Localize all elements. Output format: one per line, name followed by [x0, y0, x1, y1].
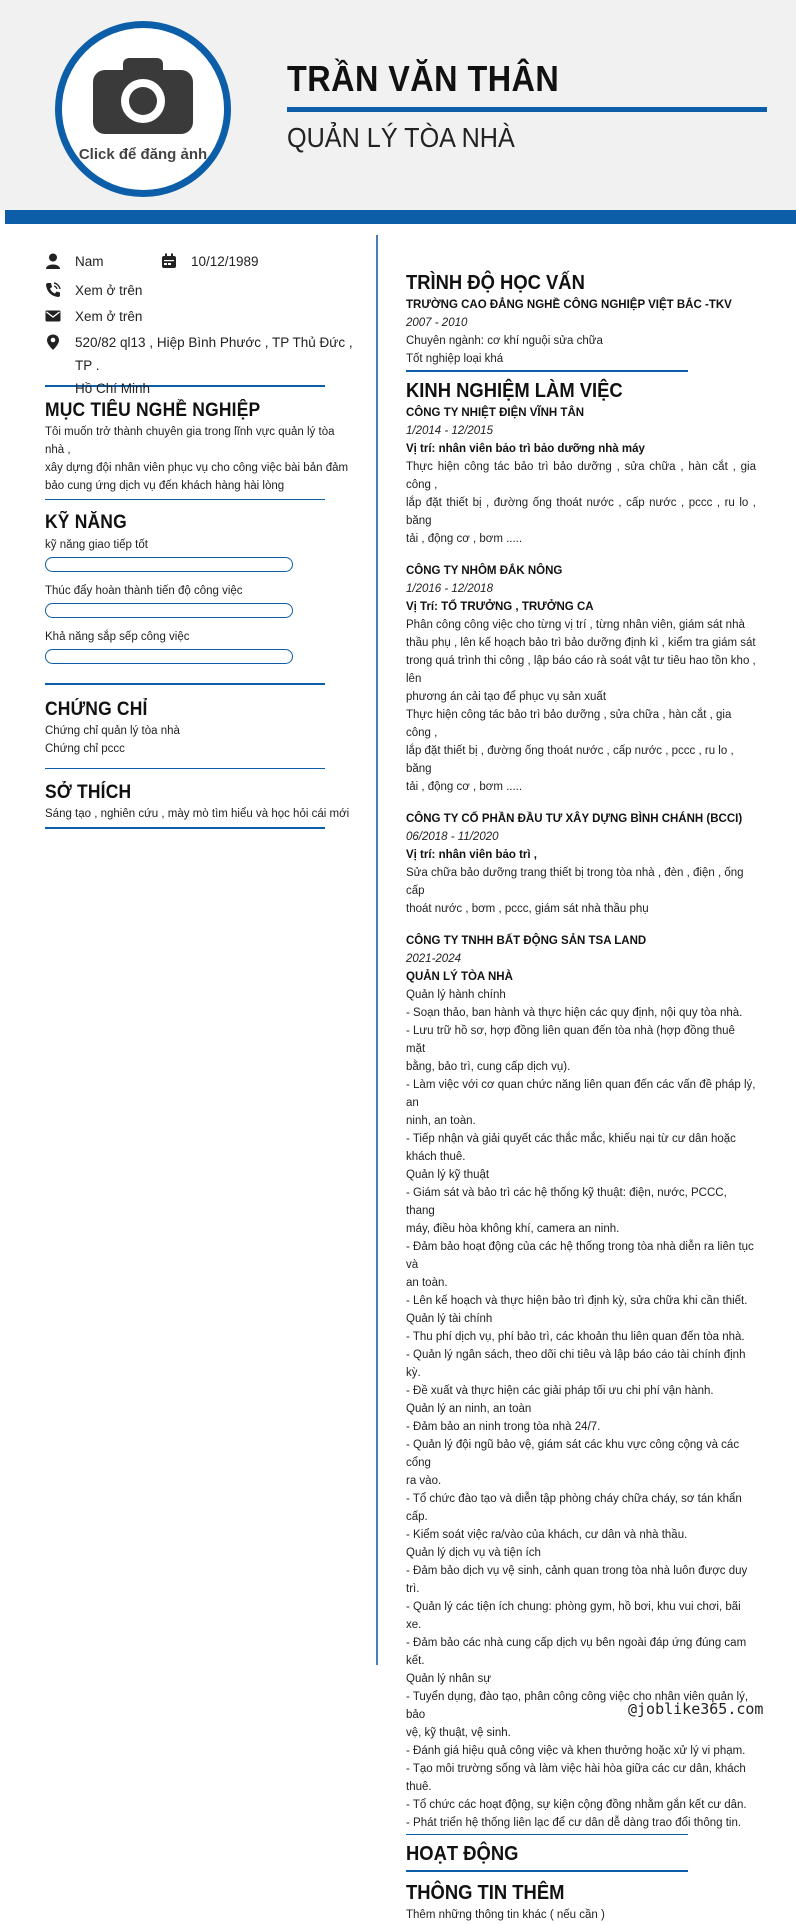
extra-info-text: Thêm những thông tin khác ( nếu cần )	[406, 1908, 605, 1921]
person-icon	[45, 253, 61, 269]
avatar-upload-label: Click để đăng ảnh	[78, 146, 208, 163]
job-desc-line: máy, điều hòa không khí, camera an ninh.	[406, 1222, 620, 1235]
job-desc-line: - Làm việc với cơ quan chức năng liên quan đến các vấn đề pháp lý, an	[406, 1078, 756, 1109]
address-line-2: Hồ Chí Minh	[75, 381, 151, 396]
job-desc-line: lắp đặt thiết bị , đường ống thoát nước , cấp nước , pccc , ru lo , băng	[406, 496, 756, 527]
section-divider	[45, 683, 325, 685]
job-desc-line: trong quá trình thi công , lập báo cáo rà soát vật tư tiêu hao tồn kho , lên	[406, 654, 756, 685]
job-desc-line: khách thuê.	[406, 1150, 466, 1163]
job-desc-line: - Đảm bảo các nhà cung cấp dịch vụ bên ngoài đáp ứng đúng cam	[406, 1636, 747, 1649]
skill-label: kỹ năng giao tiếp tốt	[45, 539, 148, 551]
skill-label: Thúc đẩy hoàn thành tiến độ công việc	[45, 585, 243, 597]
email-value: Xem ở trên	[75, 309, 143, 324]
job-desc-line: lắp đặt thiết bị , đường ống thoát nước , cấp nước , pccc , ru lo , băng	[406, 744, 734, 775]
name-underline	[287, 107, 767, 112]
column-divider	[376, 235, 378, 1665]
job-desc-line: tải , động cơ , bơm .....	[406, 780, 523, 793]
job-desc-line: Thực hiện công tác bảo trì bảo dưỡng , sửa chữa , hàn cắt , gia công ,	[406, 460, 756, 491]
address-row	[45, 331, 355, 396]
job-period: 1/2014 - 12/2015	[406, 424, 493, 437]
extra-info-title: THÔNG TIN THÊM	[406, 1881, 565, 1904]
job-company: CÔNG TY NHIỆT ĐIỆN VĨNH TÂN	[406, 406, 585, 419]
objective-text	[45, 423, 355, 495]
job-desc-line: - Đảm bảo an ninh trong tòa nhà 24/7.	[406, 1420, 601, 1433]
experience-title: KINH NGHIỆM LÀM VIỆC	[406, 379, 623, 402]
job-desc-line: - Quản lý các tiện ích chung: phòng gym, hồ bơi, khu vui chơi, bãi xe.	[406, 1600, 741, 1631]
birthdate-value: 10/12/1989	[191, 254, 259, 269]
site-watermark: @joblike365.com	[628, 1700, 764, 1718]
job-desc-line: cấp.	[406, 1510, 428, 1523]
job-title: QUẢN LÝ TÒA NHÀ	[287, 122, 515, 153]
job-description	[406, 864, 756, 918]
job-desc-line: - Đánh giá hiệu quả công việc và khen thưởng hoặc xử lý vi phạm.	[406, 1744, 746, 1757]
job-desc-line: - Soạn thảo, ban hành và thực hiện các quy định, nội quy tòa nhà.	[406, 1006, 743, 1019]
job-desc-line: Quản lý kỹ thuật	[406, 1168, 490, 1181]
job-desc-line: - Tổ chức các hoạt động, sự kiện cộng đồng nhằm gắn kết cư dân.	[406, 1798, 747, 1811]
job-position: Vị trí: nhân viên bảo trì bảo dưỡng nhà máy	[406, 442, 645, 455]
job-company: CÔNG TY NHÔM ĐẮK NÔNG	[406, 564, 563, 577]
job-desc-line: - Đảm bảo hoạt động của các hệ thống trong tòa nhà diễn ra liên tục và	[406, 1240, 754, 1271]
email-row	[45, 305, 355, 331]
job-position: Vị trí: nhân viên bảo trì ,	[406, 848, 537, 861]
job-desc-line: thầu phụ , lên kế hoạch bảo trì bảo dưỡng định kì , kiểm tra giám sát	[406, 636, 756, 649]
gender-birthdate-row	[45, 250, 355, 276]
job-desc-line: Quản lý dịch vụ và tiện ích	[406, 1546, 541, 1559]
education-period: 2007 - 2010	[406, 317, 468, 329]
hobbies-text: Sáng tạo , nghiên cứu , mày mò tìm hiểu và học hỏi cái mới	[45, 808, 350, 820]
education-school: TRƯỜNG CAO ĐẲNG NGHỀ CÔNG NGHIỆP VIỆT BẮC -TKV	[406, 299, 732, 311]
job-desc-line: vệ, kỹ thuật, vệ sinh.	[406, 1726, 511, 1739]
job-period: 2021-2024	[406, 952, 461, 965]
section-divider	[406, 370, 688, 372]
objective-line: Tôi muốn trở thành chuyên gia trong lĩnh vực quản lý tòa nhà ,	[45, 425, 335, 456]
job-desc-line: - Đảm bảo dịch vụ vệ sinh, cảnh quan trong tòa nhà luôn được duy trì.	[406, 1564, 748, 1595]
job-desc-line: - Quản lý ngân sách, theo dõi chi tiêu và lập báo cáo tài chính định kỳ.	[406, 1348, 746, 1379]
job-desc-line: ra vào.	[406, 1474, 442, 1487]
job-desc-line: ninh, an toàn.	[406, 1114, 476, 1127]
certificate-item: Chứng chỉ pccc	[45, 742, 125, 755]
job-desc-line: Quản lý hành chính	[406, 988, 506, 1001]
left-column	[45, 250, 355, 829]
job-desc-line: bằng, bảo trì, cung cấp dịch vụ).	[406, 1060, 571, 1073]
phone-row	[45, 279, 355, 305]
job-desc-line: Quản lý nhân sự	[406, 1672, 492, 1685]
candidate-name: TRẦN VĂN THÂN	[287, 58, 560, 99]
header-accent-bar	[5, 210, 796, 224]
objective-line: xây dựng đội nhân viên phục vụ cho công việc bài bản đảm	[45, 461, 349, 474]
section-divider	[406, 1834, 688, 1836]
job-description	[406, 616, 756, 796]
certificates-title: CHỨNG CHỈ	[45, 698, 148, 720]
skill-level-bar	[45, 603, 293, 618]
education-title: TRÌNH ĐỘ HỌC VẤN	[406, 272, 585, 294]
education-major: Chuyên ngành: cơ khí nguội sửa chữa	[406, 335, 603, 347]
right-column	[406, 272, 756, 1924]
envelope-icon	[45, 308, 61, 324]
job-description	[406, 458, 756, 548]
skill-level-bar	[45, 557, 293, 572]
education-grade: Tốt nghiệp loại khá	[406, 353, 504, 365]
address-line-1: 520/82 ql13 , Hiệp Bình Phước , TP Thủ Đức , TP .	[75, 335, 353, 373]
job-desc-line: - Giám sát và bảo trì các hệ thống kỹ thuật: điện, nước, PCCC, thang	[406, 1186, 727, 1217]
job-desc-line: Thực hiện công tác bảo trì bảo dưỡng , sửa chữa , hàn cắt , gia công ,	[406, 708, 732, 739]
job-company: CÔNG TY TNHH BẤT ĐỘNG SẢN TSA LAND	[406, 934, 647, 947]
certificate-item: Chứng chỉ quản lý tòa nhà	[45, 724, 180, 737]
job-desc-line: - Lên kế hoạch và thực hiện bảo trì định kỳ, sửa chữa khi cần thiết.	[406, 1294, 748, 1307]
phone-value: Xem ở trên	[75, 283, 143, 298]
gender-value: Nam	[75, 254, 104, 269]
section-divider	[45, 499, 325, 501]
job-desc-line: phương án cải tạo để phục vụ sản xuất	[406, 690, 607, 703]
job-desc-line: tải , động cơ , bơm .....	[406, 532, 523, 545]
skills-title: KỸ NĂNG	[45, 512, 127, 533]
objective-line: bảo cung ứng dịch vụ đến khách hàng hài lòng	[45, 479, 285, 492]
job-desc-line: Quản lý an ninh, an toàn	[406, 1402, 532, 1415]
objective-title: MỤC TIÊU NGHỀ NGHIỆP	[45, 399, 261, 421]
section-divider	[45, 827, 325, 829]
skill-level-bar	[45, 649, 293, 664]
section-divider	[45, 768, 325, 770]
job-period: 06/2018 - 11/2020	[406, 830, 499, 843]
job-desc-line: thoát nước , bơm , pccc, giám sát nhà thầu phụ	[406, 902, 649, 915]
job-desc-line: - Phát triển hệ thống liên lạc để cư dân dễ dàng trao đổi thông tin.	[406, 1816, 742, 1829]
job-desc-line: - Quản lý đội ngũ bảo vệ, giám sát các khu vực công cộng và các cổng	[406, 1438, 740, 1469]
job-desc-line: - Tiếp nhận và giải quyết các thắc mắc, khiếu nại từ cư dân hoặc	[406, 1132, 736, 1145]
activities-title: HOẠT ĐỘNG	[406, 1843, 519, 1865]
job-position: Vị Trí: TỔ TRƯỞNG , TRƯỞNG CA	[406, 600, 594, 613]
section-divider	[406, 1870, 688, 1872]
job-desc-line: Sửa chữa bảo dưỡng trang thiết bị trong tòa nhà , đèn , điện , ống cấp	[406, 866, 744, 897]
job-period: 1/2016 - 12/2018	[406, 582, 493, 595]
job-desc-line: - Tạo môi trường sống và làm việc hài hòa giữa các cư dân, khách	[406, 1762, 746, 1775]
job-desc-line: an toàn.	[406, 1276, 448, 1289]
avatar-upload[interactable]	[55, 21, 231, 197]
job-desc-line: - Lưu trữ hồ sơ, hợp đồng liên quan đến tòa nhà (hợp đồng thuê mặt	[406, 1024, 735, 1055]
calendar-icon	[161, 253, 177, 269]
job-desc-line: kết.	[406, 1654, 425, 1667]
hobbies-title: SỞ THÍCH	[45, 782, 132, 803]
phone-icon	[45, 282, 61, 298]
map-pin-icon	[45, 334, 61, 350]
job-position: QUẢN LÝ TÒA NHÀ	[406, 970, 513, 983]
job-desc-line: - Tuyển dụng, đào tạo, phân công công việc cho nhân viên quản lý, bảo	[406, 1690, 749, 1721]
job-desc-line: Phân công công việc cho từng vị trí , từng nhân viên, giám sát nhà	[406, 618, 745, 631]
job-desc-line: - Đề xuất và thực hiện các giải pháp tối ưu chi phí vận hành.	[406, 1384, 714, 1397]
job-desc-line: Quản lý tài chính	[406, 1312, 493, 1325]
camera-icon	[93, 56, 193, 134]
job-desc-line: - Tổ chức đào tạo và diễn tập phòng cháy chữa cháy, sơ tán khẩn	[406, 1492, 742, 1505]
job-desc-line: thuê.	[406, 1780, 432, 1793]
job-desc-line: - Thu phí dịch vụ, phí bảo trì, các khoản thu liên quan đến tòa nhà.	[406, 1330, 745, 1343]
job-company: CÔNG TY CỔ PHẦN ĐẦU TƯ XÂY DỰNG BÌNH CHÁNH (BCCI)	[406, 812, 743, 825]
skill-label: Khả năng sắp sếp công việc	[45, 631, 190, 643]
job-desc-line: - Kiểm soát việc ra/vào của khách, cư dân và nhà thầu.	[406, 1528, 688, 1541]
